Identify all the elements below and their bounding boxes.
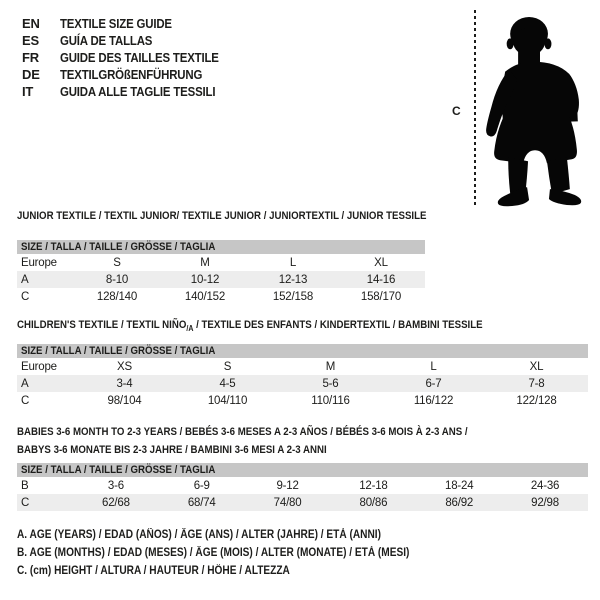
row-label: C xyxy=(21,496,30,509)
legend-line-c-text: C. (cm) HEIGHT / ALTURA / HAUTEUR / HÖHE / ALTEZZA xyxy=(17,565,290,577)
junior-table-title xyxy=(17,210,482,222)
table-cell: 3-6 xyxy=(107,479,124,492)
table-cell: 86/92 xyxy=(445,496,474,509)
table-row xyxy=(17,288,425,305)
language-row xyxy=(22,66,240,83)
babies-table-title-line2: BABYS 3-6 MONATE BIS 2-3 JAHRE / BAMBINI 3-6 MESI A 2-3 ANNI xyxy=(17,444,327,456)
table-cell: 92/98 xyxy=(531,496,559,509)
language-row xyxy=(22,49,240,66)
table-cell: 18-24 xyxy=(445,479,474,492)
height-dimension-label: C xyxy=(452,104,461,118)
language-title: TEXTILGRÖßENFÜHRUNG xyxy=(60,67,203,82)
babies-table-title xyxy=(17,423,529,459)
table-cell: 4-5 xyxy=(219,377,236,390)
row-label: A xyxy=(21,377,29,390)
table-cell: 80/86 xyxy=(359,496,388,509)
table-cell: 128/140 xyxy=(96,290,138,303)
language-title: GUÍA DE TALLAS xyxy=(60,33,153,48)
table-cell: 12-13 xyxy=(278,273,308,286)
language-row xyxy=(22,15,240,32)
size-header-text: SIZE / TALLA / TAILLE / GRÖSSE / TAGLIA xyxy=(21,241,216,253)
size-header-bar xyxy=(17,240,425,254)
language-code: EN xyxy=(22,16,40,31)
table-cell: L xyxy=(289,256,297,269)
table-cell: 116/122 xyxy=(413,394,454,407)
table-cell: L xyxy=(430,360,437,373)
table-cell: 6-7 xyxy=(425,377,442,390)
table-row xyxy=(17,477,588,494)
table-cell: 62/68 xyxy=(102,496,130,509)
table-cell: S xyxy=(223,360,232,373)
language-code: IT xyxy=(22,84,34,99)
table-cell: 152/158 xyxy=(272,290,314,303)
row-label: C xyxy=(21,290,30,303)
size-header-text: SIZE / TALLA / TAILLE / GRÖSSE / TAGLIA xyxy=(21,345,216,357)
table-row xyxy=(17,271,425,288)
junior-size-table xyxy=(17,240,425,305)
language-row xyxy=(22,32,240,49)
language-code: ES xyxy=(22,33,39,48)
table-cell: 24-36 xyxy=(530,479,560,492)
toddler-silhouette-icon xyxy=(483,8,597,207)
table-row xyxy=(17,375,588,392)
babies-size-table xyxy=(17,463,588,511)
size-header-bar xyxy=(17,463,588,477)
legend-line-c xyxy=(17,565,463,583)
table-cell: 10-12 xyxy=(190,273,220,286)
language-row xyxy=(22,83,240,100)
children-title-subscript: /A xyxy=(186,323,194,333)
table-cell: 74/80 xyxy=(273,496,302,509)
babies-table-title-line1: BABIES 3-6 MONTH TO 2-3 YEARS / BEBÉS 3-6 MESES A 2-3 AÑOS / BÉBÉS 3-6 MOIS À 2-3 ANS / xyxy=(17,426,468,438)
table-cell: 9-12 xyxy=(276,479,299,492)
dimension-legend xyxy=(17,529,463,583)
junior-table-title-text: JUNIOR TEXTILE / TEXTIL JUNIOR/ TEXTILE JUNIOR / JUNIORTEXTIL / JUNIOR TESSILE xyxy=(17,210,427,222)
children-size-table xyxy=(17,344,588,409)
table-cell: 122/128 xyxy=(516,394,557,407)
row-label: A xyxy=(21,273,29,286)
row-label: C xyxy=(21,394,30,407)
legend-line-b xyxy=(17,547,463,565)
legend-line-a xyxy=(17,529,463,547)
table-cell: 140/152 xyxy=(184,290,226,303)
language-title: GUIDA ALLE TAGLIE TESSILI xyxy=(60,84,216,99)
row-label: B xyxy=(21,479,29,492)
size-header-bar xyxy=(17,344,588,358)
table-cell: 98/104 xyxy=(107,394,142,407)
size-header-text: SIZE / TALLA / TAILLE / GRÖSSE / TAGLIA xyxy=(21,464,216,476)
legend-line-b-text: B. AGE (MONTHS) / EDAD (MESES) / ÂGE (MOIS) / ALTER (MONATE) / ETÀ (MESI) xyxy=(17,547,410,559)
row-label: Europe xyxy=(21,360,57,373)
table-row xyxy=(17,254,425,271)
table-cell: 5-6 xyxy=(322,377,339,390)
table-row xyxy=(17,358,588,375)
children-table-title-text xyxy=(17,319,483,331)
table-cell: 3-4 xyxy=(116,377,133,390)
table-cell: S xyxy=(113,256,121,269)
height-measure-line xyxy=(474,10,476,207)
language-title: TEXTILE SIZE GUIDE xyxy=(60,16,172,31)
language-header xyxy=(22,15,240,100)
table-row xyxy=(17,392,588,409)
table-cell: XS xyxy=(117,360,132,373)
table-cell: M xyxy=(200,256,210,269)
legend-line-a-text: A. AGE (YEARS) / EDAD (AÑOS) / ÂGE (ANS) / ALTER (JAHRE) / ETÀ (ANNI) xyxy=(17,529,381,541)
table-cell: 8-10 xyxy=(105,273,129,286)
table-cell: 110/116 xyxy=(311,394,350,407)
table-cell: 104/110 xyxy=(207,394,248,407)
table-cell: M xyxy=(325,360,336,373)
table-cell: 6-9 xyxy=(193,479,210,492)
table-cell: 68/74 xyxy=(187,496,216,509)
table-cell: XL xyxy=(529,360,544,373)
children-table-title xyxy=(17,319,546,331)
language-title: GUIDE DES TAILLES TEXTILE xyxy=(60,50,219,65)
children-title-suffix: / TEXTILE DES ENFANTS / KINDERTEXTIL / BAMBINI TESSILE xyxy=(193,319,483,331)
table-cell: 12-18 xyxy=(359,479,388,492)
language-code: FR xyxy=(22,50,39,65)
table-row xyxy=(17,494,588,511)
language-code: DE xyxy=(22,67,40,82)
table-cell: 14-16 xyxy=(366,273,396,286)
children-title-prefix: CHILDREN'S TEXTILE / TEXTIL NIÑO xyxy=(17,319,187,331)
table-cell: 158/170 xyxy=(360,290,402,303)
table-cell: 7-8 xyxy=(528,377,545,390)
table-cell: XL xyxy=(374,256,388,269)
row-label: Europe xyxy=(21,256,57,269)
